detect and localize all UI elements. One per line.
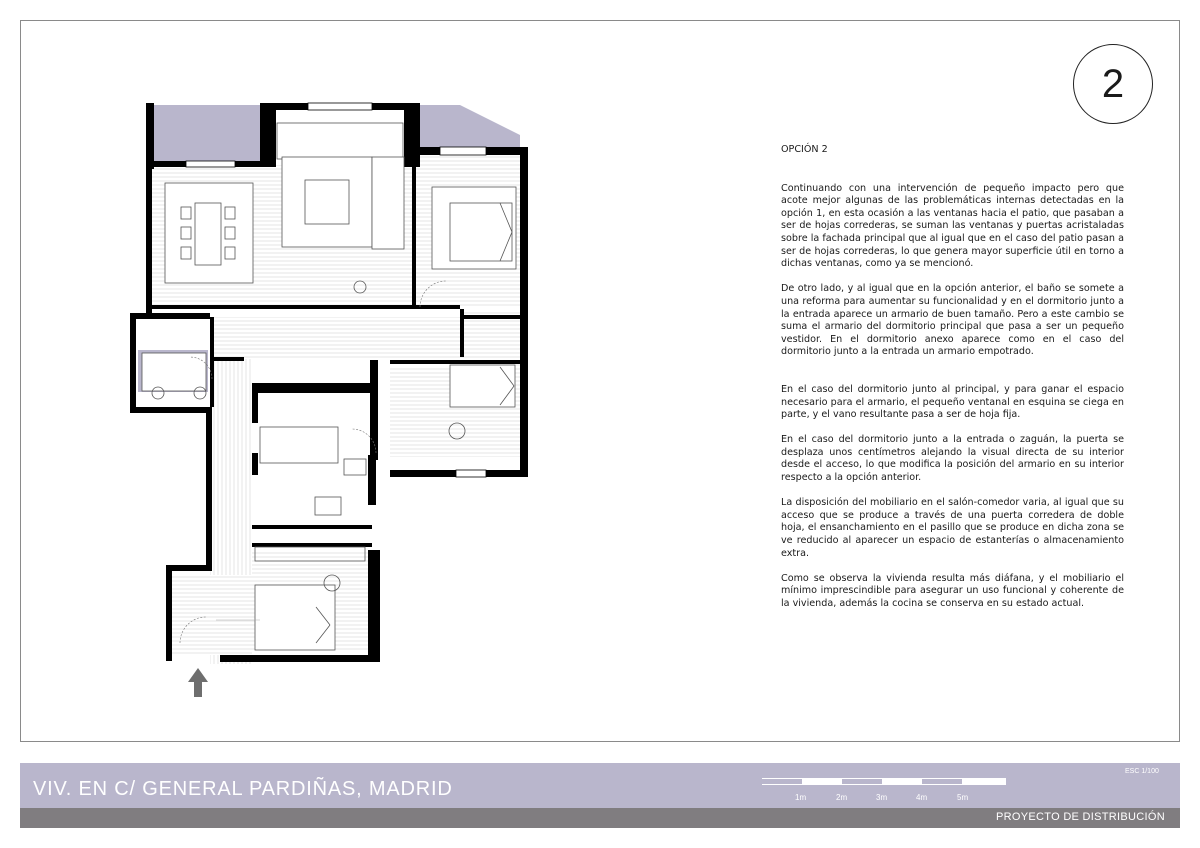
project-subtitle: PROYECTO DE DISTRIBUCIÓN (996, 811, 1165, 823)
option-title: OPCIÓN 2 (781, 144, 828, 155)
scale-label: 5m (957, 793, 969, 802)
floor-plan (120, 95, 560, 705)
scale-text: ESC 1/100 (1125, 768, 1159, 775)
sheet-number-circle (1073, 44, 1153, 124)
paragraph: La disposición del mobiliario en el salón-comedor varia, al igual que su acceso que se produce a través de una puerta corredera de doble hoja, el ensanchamiento en el pasillo que se produce en dicha zona se ve reducido al aparecer un espacio de estanterías o almacenamiento extra. (781, 497, 1124, 559)
description-text (781, 144, 1124, 623)
paragraph: Como se observa la vivienda resulta más diáfana, y el mobiliario el mínimo imprescindible para asegurar un uso funcional y coherente de la vivienda, además la cocina se conserva en su estado actual. (781, 572, 1124, 609)
scale-label: 4m (916, 793, 928, 802)
paragraph: Continuando con una intervención de pequeño impacto pero que acote mejor algunas de las problemáticas internas detectadas en la opción 1, en esta ocasión a las ventanas hacia el patio, que pasaban a ser de hojas correderas, se suman las ventanas y puertas acristaladas sobre la fachada principal que al igual que en el caso del patio pasan a ser de hojas correderas, lo que genera mayor superficie útil en torno a dichas ventanas, como ya se mencionó. (781, 182, 1124, 270)
scale-bar (762, 778, 1006, 785)
scale-label: 2m (836, 793, 848, 802)
paragraph: En el caso del dormitorio junto a la entrada o zaguán, la puerta se desplaza unos centímetros alejando la visual directa de su interior desde el acceso, lo que modifica la posición del armario en su interior respecto a la opción anterior. (781, 434, 1124, 484)
paragraph: De otro lado, y al igual que en la opción anterior, el baño se somete a una reforma para aumentar su funcionalidad y en el dormitorio junto a la entrada aparece un armario de buen tamaño. Pero a este cambio se suma el armario del dormitorio principal que pasa a ser un pequeño vestidor. En el dormitorio anexo aparece como en el caso del dormitorio junto a la entrada un armario empotrado. (781, 283, 1124, 358)
project-title: VIV. EN C/ GENERAL PARDIÑAS, MADRID (33, 778, 453, 800)
paragraph: En el caso del dormitorio junto al principal, y para ganar el espacio necesario para el armario, el pequeño ventanal en esquina se ciega en parte, y el vano resultante pasa a ser de hoja fija. (781, 383, 1124, 421)
scale-label: 1m (795, 793, 807, 802)
sheet-number: 2 (1101, 61, 1125, 106)
entry-arrow (188, 668, 208, 697)
scale-label: 3m (876, 793, 888, 802)
